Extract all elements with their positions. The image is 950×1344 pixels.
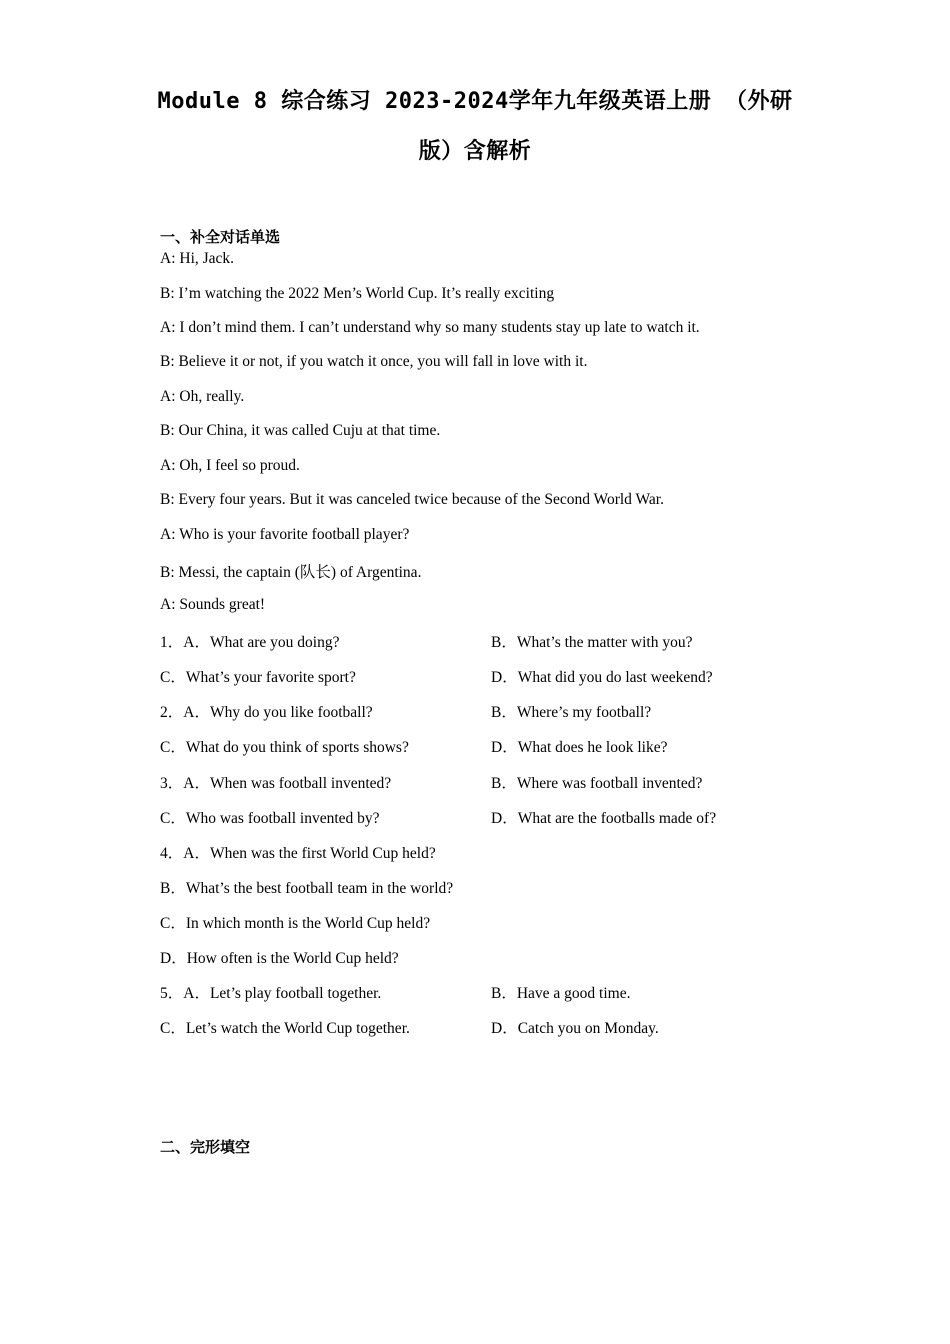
q4-option-d: D．How often is the World Cup held? xyxy=(160,950,399,967)
q1-option-a: 1．A．What are you doing? xyxy=(160,634,340,651)
q4-option-a: 4．A．When was the first World Cup held? xyxy=(160,845,436,862)
q2-option-c: C．What do you think of sports shows? xyxy=(160,739,409,756)
q5-option-b: B．Have a good time. xyxy=(491,985,631,1002)
dialogue-line: A: I don’t mind them. I can’t understand why so many students stay up late to watch it. xyxy=(160,319,700,336)
q2-option-b: B．Where’s my football? xyxy=(491,704,652,721)
dialogue-line: A: Oh, really. xyxy=(160,388,245,405)
q2-option-a: 2．A．Why do you like football? xyxy=(160,704,373,721)
dialogue-line: B: Messi, the captain (队长) of Argentina. xyxy=(160,564,422,581)
dialogue-line: B: Our China, it was called Cuju at that time. xyxy=(160,422,441,439)
section-heading-dialogue: 一、补全对话单选 xyxy=(160,228,281,246)
q1-option-d: D．What did you do last weekend? xyxy=(491,669,713,686)
q4-option-b: B．What’s the best football team in the world? xyxy=(160,880,454,897)
q2-option-d: D．What does he look like? xyxy=(491,739,668,756)
q1-option-c: C．What’s your favorite sport? xyxy=(160,669,356,686)
q3-option-a: 3．A．When was football invented? xyxy=(160,775,392,792)
q3-option-c: C．Who was football invented by? xyxy=(160,810,380,827)
q5-option-a: 5．A．Let’s play football together. xyxy=(160,985,382,1002)
dialogue-line: B: I’m watching the 2022 Men’s World Cup. It’s really exciting xyxy=(160,285,555,302)
q5-option-d: D．Catch you on Monday. xyxy=(491,1020,659,1037)
q3-option-d: D．What are the footballs made of? xyxy=(491,810,717,827)
dialogue-line: A: Who is your favorite football player? xyxy=(160,526,410,543)
q3-option-b: B．Where was football invented? xyxy=(491,775,703,792)
dialogue-line: A: Hi, Jack. xyxy=(160,250,235,267)
dialogue-line: A: Oh, I feel so proud. xyxy=(160,457,300,474)
dialogue-line: B: Believe it or not, if you watch it once, you will fall in love with it. xyxy=(160,353,588,370)
q4-option-c: C．In which month is the World Cup held? xyxy=(160,915,431,932)
dialogue-line: B: Every four years. But it was canceled twice because of the Second World War. xyxy=(160,491,664,508)
document-title-line-1: Module 8 综合练习 2023-2024学年九年级英语上册 （外研 xyxy=(157,89,793,114)
section-heading-cloze: 二、完形填空 xyxy=(160,1138,251,1156)
q1-option-b: B．What’s the matter with you? xyxy=(491,634,693,651)
document-title-line-2: 版）含解析 xyxy=(418,139,532,164)
q5-option-c: C．Let’s watch the World Cup together. xyxy=(160,1020,410,1037)
dialogue-line: A: Sounds great! xyxy=(160,596,266,613)
